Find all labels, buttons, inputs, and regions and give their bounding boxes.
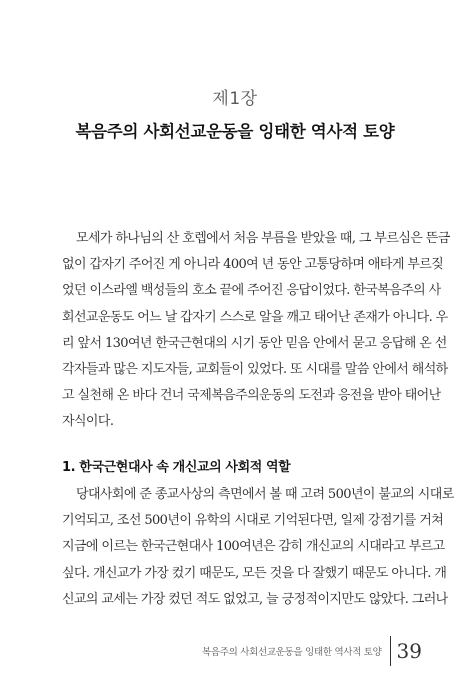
text-line: 신교의 교세는 가장 컸던 적도 없었고, 늘 긍정적이지만도 않았다. 그러나 bbox=[62, 591, 448, 607]
text-line: 당대사회에 준 종교사상의 측면에서 볼 때 고려 500년이 불교의 시대로 bbox=[76, 487, 454, 502]
section-paragraph bbox=[62, 482, 454, 613]
section-heading: 1. 한국근현대사 속 개신교의 사회적 역할 bbox=[62, 460, 291, 475]
text-line: 고 실천해 온 바다 건너 국제복음주의운동의 도전과 응전을 받아 태어난 bbox=[62, 388, 441, 404]
chapter-title: 복음주의 사회선교운동을 잉태한 역사적 토양 bbox=[75, 122, 395, 141]
page-number: 39 bbox=[396, 639, 422, 663]
text-line: 기억되고, 조선 500년이 유학의 시대로 기억된다면, 일제 강점기를 거쳐 bbox=[62, 513, 444, 529]
text-line: 었던 이스라엘 백성들의 호소 끝에 주어진 응답이었다. 한국복음주의 사 bbox=[62, 283, 441, 299]
intro-paragraph bbox=[62, 226, 450, 436]
text-line: 없이 갑자기 주어진 게 아니라 400여 년 동안 고통당하며 애타게 부르짖 bbox=[62, 257, 444, 273]
text-line: 회선교운동도 어느 날 갑자기 스스로 알을 깨고 태어난 존재가 아니다. 우 bbox=[62, 309, 448, 325]
text-line: 싶다. 개신교가 가장 컸기 때문도, 모든 것을 다 잘했기 때문도 아니다. 개 bbox=[62, 565, 447, 581]
text-line: 자식이다. bbox=[62, 414, 114, 430]
text-line: 리 앞서 130여년 한국근현대의 시기 동안 믿음 안에서 묻고 응답해 온 선 bbox=[62, 335, 447, 351]
chapter-label: 제1장 bbox=[212, 89, 258, 109]
text-line: 각자들과 많은 지도자들, 교회들이 있었다. 또 시대를 말씀 안에서 해석하 bbox=[62, 361, 448, 377]
page-footer bbox=[202, 634, 422, 668]
running-title: 복음주의 사회선교운동을 잉태한 역사적 토양 bbox=[202, 647, 382, 658]
text-line: 모세가 하나님의 산 호렙에서 처음 부름을 받았을 때, 그 부르심은 뜬금 bbox=[76, 231, 450, 246]
text-line: 지금에 이르는 한국근현대사 100여년은 감히 개신교의 시대라고 부르고 bbox=[62, 539, 445, 555]
